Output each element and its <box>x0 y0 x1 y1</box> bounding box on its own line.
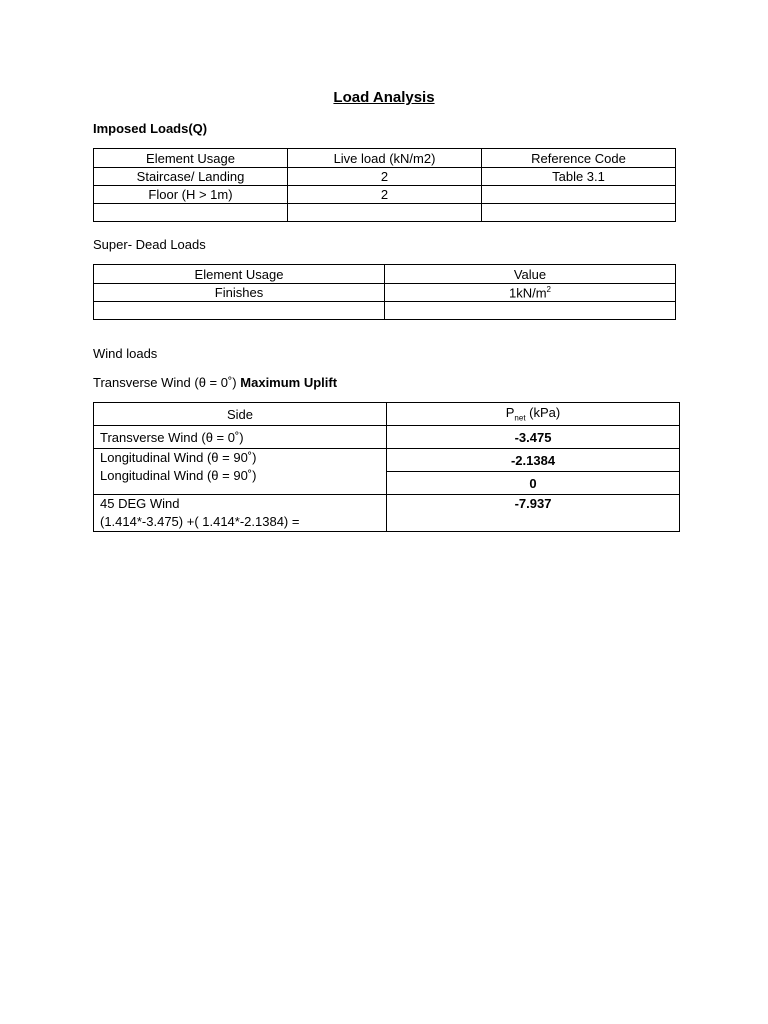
wind-subheading: Transverse Wind (θ = 0˚) Maximum Uplift <box>93 375 338 390</box>
table-header-row <box>94 149 676 168</box>
cell-side: 45 DEG Wind (1.414*-3.475) +( 1.414*-2.1384) = <box>94 495 387 532</box>
cell-reference <box>482 204 676 222</box>
table-row <box>94 204 676 222</box>
cell-pnet: -7.937 <box>387 495 680 532</box>
header-element-usage: Element Usage <box>94 265 385 284</box>
table-row <box>94 302 676 320</box>
header-reference-code: Reference Code <box>482 149 676 168</box>
cell-side: Longitudinal Wind (θ = 90˚) Longitudinal Wind (θ = 90˚) <box>94 449 387 495</box>
header-live-load: Live load (kN/m2) <box>288 149 482 168</box>
cell-usage: Floor (H > 1m) <box>94 186 288 204</box>
table-row <box>94 168 676 186</box>
table-header-row <box>94 403 680 426</box>
header-value: Value <box>385 265 676 284</box>
table-row <box>94 449 680 472</box>
header-pnet: $P_{net}$ (kPa) <box>387 403 680 426</box>
header-side: Side <box>94 403 387 426</box>
cell-usage: Staircase/ Landing <box>94 168 288 186</box>
table-row <box>94 284 676 302</box>
cell-reference <box>482 186 676 204</box>
cell-side: Transverse Wind (θ = 0˚) <box>94 426 387 449</box>
cell-pnet: -2.1384 <box>387 449 680 472</box>
table-row <box>94 186 676 204</box>
cell-value <box>385 302 676 320</box>
cell-usage: Finishes <box>94 284 385 302</box>
cell-usage <box>94 302 385 320</box>
cell-live-load: 2 <box>288 186 482 204</box>
imposed-loads-heading: Imposed Loads(Q) <box>93 121 208 136</box>
super-dead-loads-heading: Super- Dead Loads <box>93 237 206 252</box>
page-title: Load Analysis <box>333 89 435 106</box>
cell-usage <box>94 204 288 222</box>
table-header-row <box>94 265 676 284</box>
cell-reference: Table 3.1 <box>482 168 676 186</box>
cell-value: $1kN/m^2$ <box>385 284 676 302</box>
wind-loads-heading: Wind loads <box>93 346 158 361</box>
cell-pnet: -3.475 <box>387 426 680 449</box>
header-element-usage: Element Usage <box>94 149 288 168</box>
imposed-loads-table <box>93 148 676 222</box>
cell-live-load <box>288 204 482 222</box>
cell-pnet: 0 <box>387 472 680 495</box>
table-row <box>94 495 680 532</box>
super-dead-loads-table <box>93 264 676 320</box>
table-row <box>94 426 680 449</box>
cell-live-load: 2 <box>288 168 482 186</box>
wind-loads-table <box>93 402 680 532</box>
